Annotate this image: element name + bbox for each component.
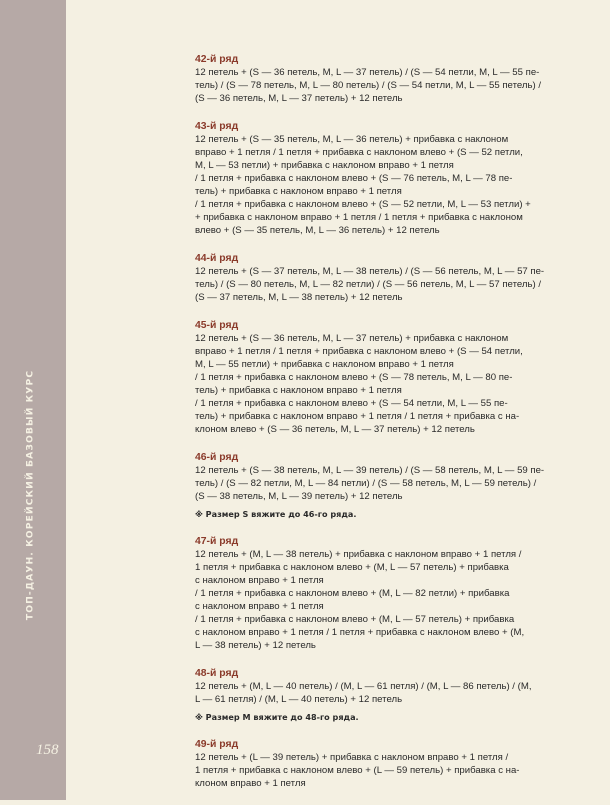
instruction-line: влево + (S — 35 петель, M, L — 36 петель) + 12 петель	[195, 224, 440, 236]
instruction-line: клоном влево + (S — 36 петель, M, L — 37 петель) + 12 петель	[195, 423, 475, 435]
instruction-line: 12 петель + (M, L — 40 петель) / (M, L — 61 петля) / (M, L — 86 петель) / (M,	[195, 680, 532, 692]
instruction-line: / 1 петля + прибавка с наклоном влево + (M, L — 82 петли) + прибавка	[195, 587, 510, 599]
size-note: ※ Размер M вяжите до 48-го ряда.	[195, 711, 359, 722]
instruction-line: (S — 36 петель, M, L — 37 петель) + 12 петель	[195, 92, 403, 104]
instruction-line: тель) + прибавка с наклоном вправо + 1 петля / 1 петля + прибавка с на-	[195, 410, 520, 422]
row-heading: 45-й ряд	[195, 320, 239, 332]
size-note: ※ Размер S вяжите до 46-го ряда.	[195, 508, 357, 519]
row-block	[195, 120, 545, 237]
instruction-line: вправо + 1 петля / 1 петля + прибавка с наклоном влево + (S — 54 петли,	[195, 346, 523, 358]
instruction-line: / 1 петля + прибавка с наклоном влево + (S — 78 петель, M, L — 80 пе-	[195, 371, 513, 383]
instruction-line: (S — 37 петель, M, L — 38 петель) + 12 петель	[195, 291, 403, 303]
instruction-line: тель) + прибавка с наклоном вправо + 1 петля	[195, 384, 402, 396]
row-heading: 42-й ряд	[195, 54, 239, 65]
instruction-line: 1 петля + прибавка с наклоном влево + (L — 59 петель) + прибавка с на-	[195, 765, 520, 777]
row-heading: 44-й ряд	[195, 252, 239, 264]
instruction-line: / 1 петля + прибавка с наклоном влево + (M, L — 57 петель) + прибавка	[195, 613, 515, 625]
row-block	[195, 252, 545, 305]
instruction-line: 12 петель + (S — 37 петель, M, L — 38 петель) / (S — 56 петель, M, L — 57 пе-	[195, 265, 545, 277]
instruction-line: 12 петель + (S — 35 петель, M, L — 36 петель) + прибавка с наклоном	[195, 134, 509, 146]
row-heading: 49-й ряд	[195, 739, 239, 751]
row-block	[195, 451, 545, 521]
row-block	[195, 738, 545, 791]
instruction-line: 12 петель + (S — 38 петель, M, L — 39 петель) / (S — 58 петель, M, L — 59 пе-	[195, 464, 545, 476]
instruction-line: с наклоном вправо + 1 петля	[195, 574, 324, 586]
instruction-line: тель) / (S — 78 петель, M, L — 80 петель) / (S — 54 петли, M, L — 55 петель) /	[195, 79, 541, 91]
instruction-line: + прибавка с наклоном вправо + 1 петля / 1 петля + прибавка с наклоном	[195, 211, 523, 223]
instruction-line: / 1 петля + прибавка с наклоном влево + (S — 76 петель, M, L — 78 пе-	[195, 172, 513, 184]
instruction-line: с наклоном вправо + 1 петля / 1 петля + прибавка с наклоном влево + (M,	[195, 626, 525, 638]
row-heading: 43-й ряд	[195, 121, 239, 133]
instruction-line: M, L — 53 петли) + прибавка с наклоном вправо + 1 петля	[195, 160, 454, 172]
instruction-line: с наклоном вправо + 1 петля	[195, 600, 324, 612]
row-heading: 48-й ряд	[195, 667, 239, 679]
page-number: 158	[36, 742, 59, 758]
instruction-line: / 1 петля + прибавка с наклоном влево + (S — 54 петли, M, L — 55 пе-	[195, 397, 508, 409]
instruction-line: 12 петель + (L — 39 петель) + прибавка с наклоном вправо + 1 петля /	[195, 752, 509, 764]
instruction-line: вправо + 1 петля / 1 петля + прибавка с наклоном влево + (S — 52 петли,	[195, 147, 523, 159]
instructions-content	[195, 53, 545, 805]
row-block	[195, 535, 545, 652]
instruction-line: 12 петель + (S — 36 петель, M, L — 37 петель) / (S — 54 петли, M, L — 55 пе-	[195, 67, 540, 78]
instruction-line: тель) + прибавка с наклоном вправо + 1 петля	[195, 185, 402, 197]
instruction-line: тель) / (S — 82 петли, M, L — 84 петли) / (S — 58 петель, M, L — 59 петель) /	[195, 477, 537, 489]
instruction-line: клоном вправо + 1 петля	[195, 778, 306, 790]
instruction-line: 1 петля + прибавка с наклоном влево + (M, L — 57 петель) + прибавка	[195, 562, 509, 574]
instruction-line: L — 61 петля) / (M, L — 40 петель) + 12 петель	[195, 693, 403, 705]
instruction-line: (S — 38 петель, M, L — 39 петель) + 12 петель	[195, 490, 403, 502]
row-heading: 46-й ряд	[195, 451, 239, 463]
instruction-line: 12 петель + (S — 36 петель, M, L — 37 петель) + прибавка с наклоном	[195, 333, 509, 345]
instruction-line: L — 38 петель) + 12 петель	[195, 639, 316, 651]
instruction-line: / 1 петля + прибавка с наклоном влево + (S — 52 петли, M, L — 53 петли) +	[195, 198, 531, 210]
row-block	[195, 667, 545, 724]
instruction-line: M, L — 55 петли) + прибавка с наклоном вправо + 1 петля	[195, 359, 454, 370]
instruction-line: тель) / (S — 80 петель, M, L — 82 петли) / (S — 56 петель, M, L — 57 петель) /	[195, 278, 541, 290]
row-block	[195, 53, 545, 106]
row-block	[195, 319, 545, 436]
running-title: ТОП-ДАУН. КОРЕЙСКИЙ БАЗОВЫЙ КУРС	[24, 369, 36, 621]
instruction-line: 12 петель + (M, L — 38 петель) + прибавка с наклоном вправо + 1 петля /	[195, 549, 522, 561]
row-heading: 47-й ряд	[195, 536, 239, 548]
